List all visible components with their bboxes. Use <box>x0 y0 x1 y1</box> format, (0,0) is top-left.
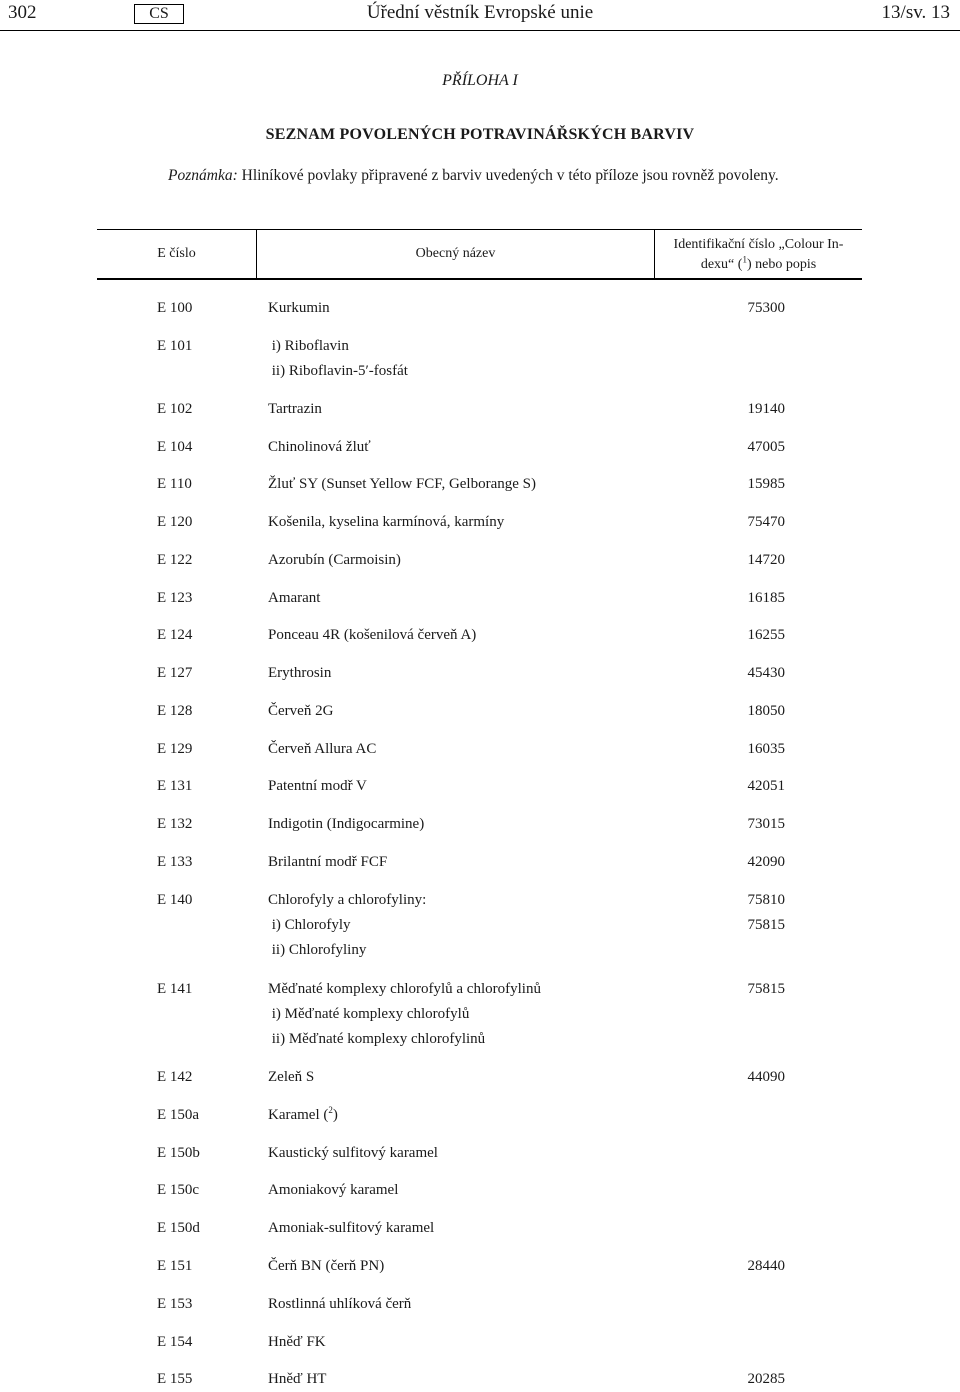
colour-index-number: 73015 <box>747 816 785 832</box>
colour-index-number: 75810 <box>747 892 785 908</box>
header-ci-line1: Identifikační číslo „Colour In- <box>673 237 844 252</box>
e-number: E 133 <box>157 854 193 870</box>
common-name: Erythrosin <box>268 665 332 681</box>
e-number: E 100 <box>157 300 193 316</box>
e-number: E 128 <box>157 703 193 719</box>
common-name: Čerň BN (čerň PN) <box>268 1258 385 1274</box>
e-number: E 140 <box>157 892 193 908</box>
e-number: E 150d <box>157 1220 200 1236</box>
e-number: E 104 <box>157 439 193 455</box>
colour-index-number: 75815 <box>747 981 785 997</box>
header-common-name: Obecný název <box>415 246 496 261</box>
colour-index-number: 42090 <box>747 854 785 870</box>
colour-index-number: 75815 <box>747 917 785 933</box>
annex-title: PŘÍLOHA I <box>442 72 518 89</box>
colour-index-number: 42051 <box>747 778 785 794</box>
e-number: E 127 <box>157 665 193 681</box>
e-number: E 131 <box>157 778 193 794</box>
common-name: i) Riboflavin <box>268 338 349 354</box>
colour-index-number: 47005 <box>747 439 785 455</box>
common-name: Brilantní modř FCF <box>268 854 388 870</box>
colour-index-number: 18050 <box>747 703 785 719</box>
colour-index-number: 19140 <box>747 401 785 417</box>
journal-title: Úřední věstník Evropské unie <box>366 2 594 23</box>
page-header <box>0 0 960 31</box>
common-name: Amoniak-sulfitový karamel <box>268 1220 435 1236</box>
common-name: Amoniakový karamel <box>268 1182 399 1198</box>
e-number: E 132 <box>157 816 193 832</box>
header-ci <box>655 235 862 275</box>
colour-index-number: 44090 <box>747 1069 785 1085</box>
common-name: Hněď HT <box>268 1371 327 1387</box>
common-name: Chlorofyly a chlorofyliny: <box>268 892 427 908</box>
e-number: E 123 <box>157 590 193 606</box>
common-name: Hněď FK <box>268 1334 326 1350</box>
colour-index-number: 14720 <box>747 552 785 568</box>
note-label: Poznámka: <box>168 167 238 184</box>
common-name: i) Měďnaté komplexy chlorofylů <box>268 1006 470 1022</box>
colour-index-number: 16185 <box>747 590 785 606</box>
e-number: E 122 <box>157 552 193 568</box>
common-name: Chinolinová žluť <box>268 439 371 455</box>
table-top-rule <box>97 229 862 230</box>
common-name: Červeň 2G <box>268 703 334 719</box>
common-name: Košenila, kyselina karmínová, karmíny <box>268 514 505 530</box>
common-name: Amarant <box>268 590 321 606</box>
e-number: E 110 <box>157 476 192 492</box>
e-number: E 124 <box>157 627 193 643</box>
colour-index-number: 75300 <box>747 300 785 316</box>
header-ci-line2: dexu“ ($^1$) nebo popis <box>700 254 817 272</box>
common-name: ii) Chlorofyliny <box>268 942 367 958</box>
table-header-rule <box>97 278 862 280</box>
common-name: Žluť SY (Sunset Yellow FCF, Gelborange S) <box>268 476 537 492</box>
footnote-ref: 1 <box>742 254 747 265</box>
common-name: Tartrazin <box>268 401 322 417</box>
common-name: Kaustický sulfitový karamel <box>268 1145 438 1161</box>
common-name: Patentní modř V <box>268 778 367 794</box>
e-number: E 150b <box>157 1145 200 1161</box>
list-title: SEZNAM POVOLENÝCH POTRAVINÁŘSKÝCH BARVIV <box>265 126 695 143</box>
footnote-ref: 2 <box>328 1105 333 1115</box>
common-name: i) Chlorofyly <box>268 917 351 933</box>
common-name: Azorubín (Carmoisin) <box>268 552 401 568</box>
e-number: E 142 <box>157 1069 193 1085</box>
note <box>168 167 958 185</box>
common-name: ii) Riboflavin-5′-fosfát <box>268 363 408 379</box>
e-number: E 153 <box>157 1296 193 1312</box>
issue-number: 13/sv. 13 <box>881 2 950 23</box>
language-code: CS <box>134 4 184 24</box>
colour-index-number: 16035 <box>747 741 785 757</box>
e-number: E 151 <box>157 1258 193 1274</box>
e-number: E 120 <box>157 514 193 530</box>
common-name: Zeleň S <box>268 1069 315 1085</box>
colour-index-number: 28440 <box>747 1258 785 1274</box>
colour-index-number: 16255 <box>747 627 785 643</box>
colour-index-number: 45430 <box>747 665 785 681</box>
colour-index-number: 15985 <box>747 476 785 492</box>
header-e-number: E číslo <box>157 246 196 261</box>
common-name: Kurkumin <box>268 300 330 316</box>
e-number: E 155 <box>157 1371 193 1387</box>
e-number: E 102 <box>157 401 193 417</box>
colour-index-number: 20285 <box>747 1371 785 1387</box>
common-name: Karamel ($^2$) <box>268 1105 338 1123</box>
e-number: E 150c <box>157 1182 200 1198</box>
note-text: Hliníkové povlaky připravené z barviv uvedených v této příloze jsou rovněž povoleny. <box>241 167 779 184</box>
e-number: E 154 <box>157 1334 193 1350</box>
e-number: E 101 <box>157 338 193 354</box>
colour-index-number: 75470 <box>747 514 785 530</box>
common-name: ii) Měďnaté komplexy chlorofylinů <box>268 1031 486 1047</box>
e-number: E 129 <box>157 741 193 757</box>
common-name: Indigotin (Indigocarmine) <box>268 816 425 832</box>
common-name: Měďnaté komplexy chlorofylů a chlorofylinů <box>268 981 541 997</box>
e-number: E 141 <box>157 981 193 997</box>
page-number: 302 <box>8 2 37 23</box>
common-name: Rostlinná uhlíková čerň <box>268 1296 412 1312</box>
common-name: Červeň Allura AC <box>268 741 377 757</box>
e-number: E 150a <box>157 1107 200 1123</box>
common-name: Ponceau 4R (košenilová červeň A) <box>268 627 477 643</box>
